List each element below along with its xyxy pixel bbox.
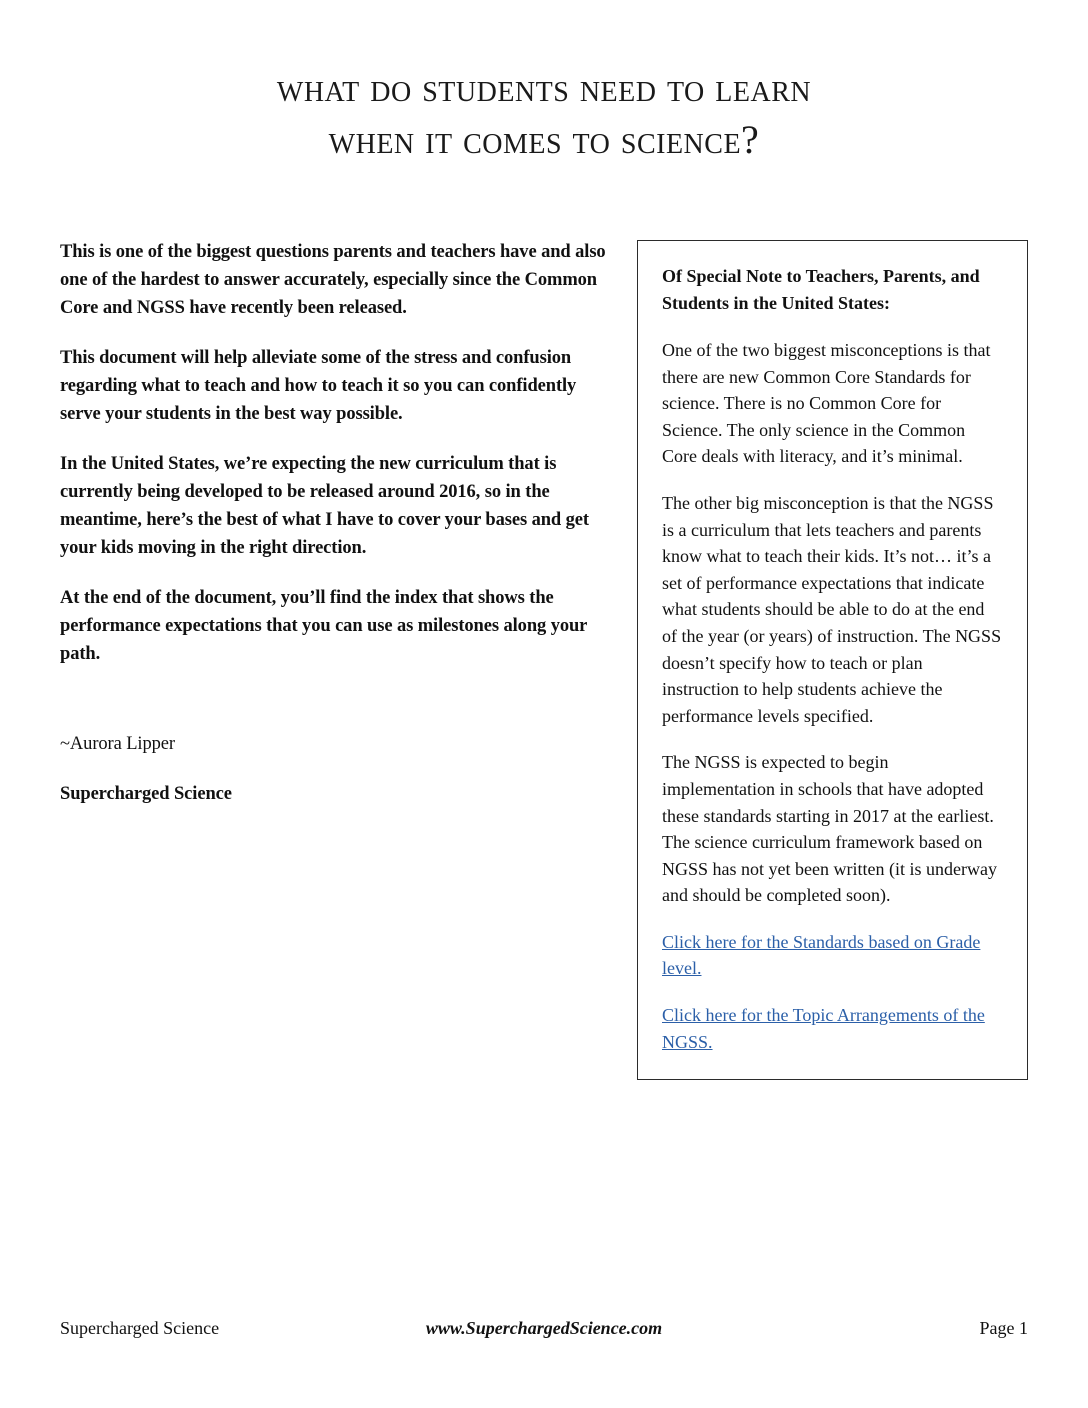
footer-page-number: Page 1 <box>979 1318 1028 1338</box>
intro-paragraph-2: This document will help alleviate some of the stress and confusion regarding what to teach and how to teach it so you can confidently serve your students in the best way possible. <box>60 348 577 424</box>
page-title <box>60 62 1028 166</box>
footer-left-text: Supercharged Science <box>60 1318 220 1338</box>
special-note-paragraph-2: The other big misconception is that the NGSS is a curriculum that lets teachers and parents know what to teach their kids. It’s not… it’s a set of performance expectations that indicate what students should be able to do at the end of the year (or years) of instruction. The NGSS doesn’t specify how to teach or plan instruction to help students achieve the performance levels specified. <box>662 492 1002 726</box>
signature-author: ~Aurora Lipper <box>60 734 175 754</box>
intro-paragraph-4: At the end of the document, you’ll find the index that shows the performance expectations that you can use as milestones along your path. <box>60 588 587 664</box>
special-note-paragraph-1: One of the two biggest misconceptions is that there are new Common Core Standards for science. There is no Common Core for Science. The only science in the Common Core deals with literacy, and it’s minimal. <box>662 340 991 467</box>
intro-column <box>60 238 615 808</box>
page-title-line-2: when it comes to science? <box>328 117 760 162</box>
special-note-paragraph-3: The NGSS is expected to begin implementation in schools that have adopted these standards starting in 2017 at the earliest. The science curriculum framework based on NGSS has not yet been written (it is underway and should be completed soon). <box>662 752 997 906</box>
page-title-line-1: what do students need to learn <box>276 65 812 110</box>
special-note-box <box>637 240 1028 1080</box>
topic-arrangements-link-wrapper <box>662 1002 1003 1055</box>
footer-website: www.SuperchargedScience.com <box>425 1318 663 1338</box>
intro-paragraph-1: This is one of the biggest questions parents and teachers have and also one of the hardest to answer accurately, especially since the Common Core and NGSS have recently been released. <box>60 242 606 318</box>
standards-grade-level-link[interactable]: Click here for the Standards based on Grade level. <box>662 931 981 979</box>
special-note-heading: Of Special Note to Teachers, Parents, and Students in the United States: <box>662 266 980 313</box>
topic-arrangements-link[interactable]: Click here for the Topic Arrangements of the NGSS. <box>662 1005 985 1052</box>
intro-paragraph-3: In the United States, we’re expecting the new curriculum that is currently being developed to be released around 2016, so in the meantime, here’s the best of what I have to cover your bases and get your kids moving in the right direction. <box>60 454 589 558</box>
signature-company: Supercharged Science <box>60 784 232 804</box>
signature-block <box>60 730 615 808</box>
standards-grade-level-link-wrapper <box>662 929 1003 982</box>
